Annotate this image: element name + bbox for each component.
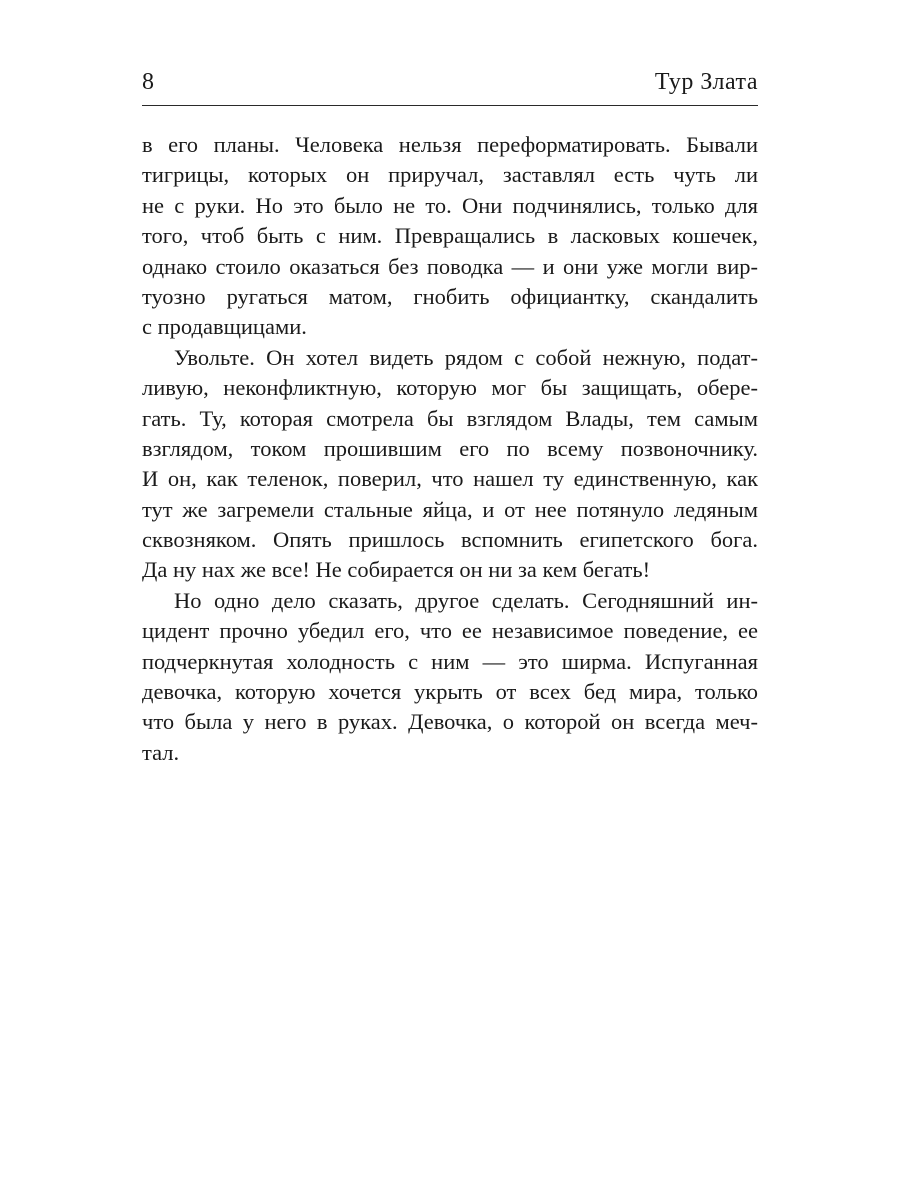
text-line: цидент прочно убедил его, что ее независимое поведение, ее — [142, 618, 758, 644]
running-header — [142, 66, 758, 102]
text-line: в его планы. Человека нельзя переформатировать. Бывали — [142, 132, 758, 157]
paragraph-1 — [142, 130, 758, 343]
page-number: 8 — [142, 69, 154, 95]
text-line: гать. Ту, которая смотрела бы взглядом Влады, тем самым — [142, 405, 758, 431]
text-line: тигрицы, которых он приручал, заставлял есть чуть ли — [142, 162, 758, 188]
running-title: Тур Злата — [654, 69, 758, 95]
text-line: Да ну нах же все! Не собирается он ни за кем бегать! — [142, 557, 651, 583]
text-line: того, чтоб быть с ним. Превращались в ласковых кошечек, — [142, 223, 758, 249]
text-line: И он, как теленок, поверил, что нашел ту единственную, как — [142, 466, 758, 492]
body-text — [142, 130, 758, 768]
text-line: тал. — [142, 739, 180, 765]
text-line: с продавщицами. — [142, 314, 307, 340]
text-line: туозно ругаться матом, гнобить официантку, скандалить — [142, 283, 758, 309]
text-line: ливую, неконфликтную, которую мог бы защищать, обере- — [142, 375, 758, 401]
text-line: Увольте. Он хотел видеть рядом с собой нежную, подат- — [174, 344, 758, 370]
text-line: подчеркнутая холодность с ним — это ширма. Испуганная — [142, 648, 758, 674]
header-rule — [142, 105, 758, 106]
text-line: тут же загремели стальные яйца, и от нее потянуло ледяным — [142, 496, 758, 522]
text-line: сквозняком. Опять пришлось вспомнить египетского бога. — [142, 527, 758, 553]
text-line: не с руки. Но это было не то. Они подчинялись, только для — [142, 192, 758, 218]
text-line: однако стоило оказаться без поводка — и они уже могли вир- — [142, 253, 758, 279]
text-line: что была у него в руках. Девочка, о которой он всегда меч- — [142, 709, 758, 735]
text-line: девочка, которую хочется укрыть от всех бед мира, только — [142, 679, 758, 705]
text-line: Но одно дело сказать, другое сделать. Сегодняшний ин- — [174, 587, 758, 613]
paragraph-3 — [142, 586, 758, 768]
text-line: взглядом, током прошившим его по всему позвоночнику. — [142, 435, 758, 461]
paragraph-2 — [142, 343, 758, 586]
